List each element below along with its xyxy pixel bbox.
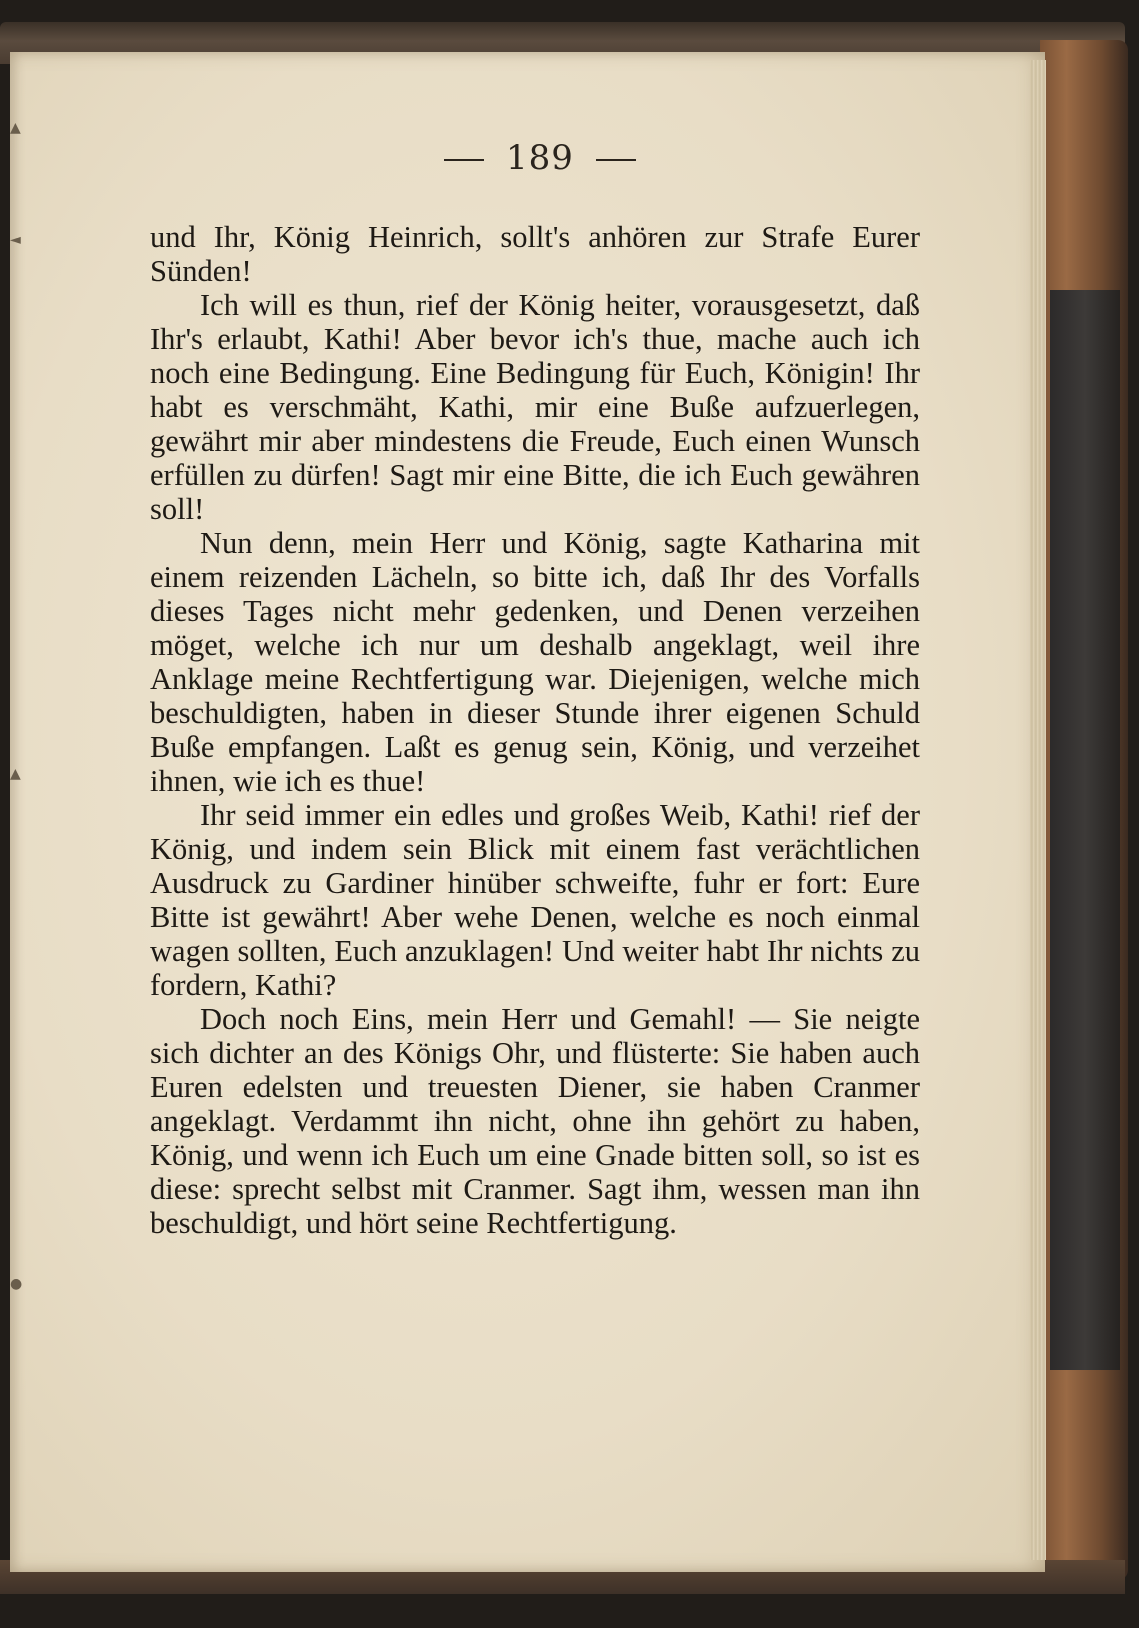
margin-mark-icon: ▲ [10,120,21,136]
paragraph: Doch noch Eins, mein Herr und Gemahl! — Sie neigte sich dichter an des Königs Ohr, und flüsterte: Sie haben auch Euren edelsten und treuesten Diener, sie haben Cranmer angeklagt. Verdammt ihn nicht, ohne ihn gehört zu haben, König, und wenn ich Euch um eine Gnade bitten soll, so ist es diese: sprecht selbst mit Cranmer. Sagt ihm, wessen man ihn beschuldigt, und hört seine Rechtfertigung. [150,1002,920,1240]
page-number-value: 189 [506,138,574,178]
body-text [150,220,920,1240]
dash-right [596,159,636,161]
paragraph: Ich will es thun, rief der König heiter, vorausgesetzt, daß Ihr's erlaubt, Kathi! Aber bevor ich's thue, mache auch ich noch eine Bedingung. Eine Bedingung für Euch, Königin! Ihr habt es verschmäht, Kathi, mir eine Buße aufzuerlegen, gewährt mir aber mindestens die Freude, Euch einen Wunsch erfüllen zu dürfen! Sagt mir eine Bitte, die ich Euch gewähren soll! [150,288,920,526]
paragraph: Ihr seid immer ein edles und großes Weib, Kathi! rief der König, und indem sein Blick mit einem fast verächtlichen Ausdruck zu Gardiner hinüber schweifte, fuhr er fort: Eure Bitte ist gewährt! Aber wehe Denen, welche es noch einmal wagen sollten, Euch anzuklagen! Und weiter habt Ihr nichts zu fordern, Kathi? [150,798,920,1002]
page-number [140,138,940,178]
dash-left [444,159,484,161]
margin-mark-icon: ◄ [10,232,21,248]
book-spine-cloth [1050,290,1120,1370]
paragraph: Nun denn, mein Herr und König, sagte Katharina mit einem reizenden Lächeln, so bitte ich, daß Ihr des Vorfalls dieses Tages nicht mehr gedenken, und Denen verzeihen möget, welche ich nur um deshalb angeklagt, weil ihre Anklage meine Rechtfertigung war. Diejenigen, welche mich beschuldigten, haben in dieser Stunde ihrer eigenen Schuld Buße empfangen. Laßt es genug sein, König, und verzeihet ihnen, wie ich es thue! [150,526,920,798]
margin-mark-icon: ▲ [10,766,21,782]
margin-mark-icon: ● [10,1276,23,1292]
page-edges [1030,60,1046,1560]
paragraph: und Ihr, König Heinrich, sollt's anhören zur Strafe Eurer Sünden! [150,220,920,288]
